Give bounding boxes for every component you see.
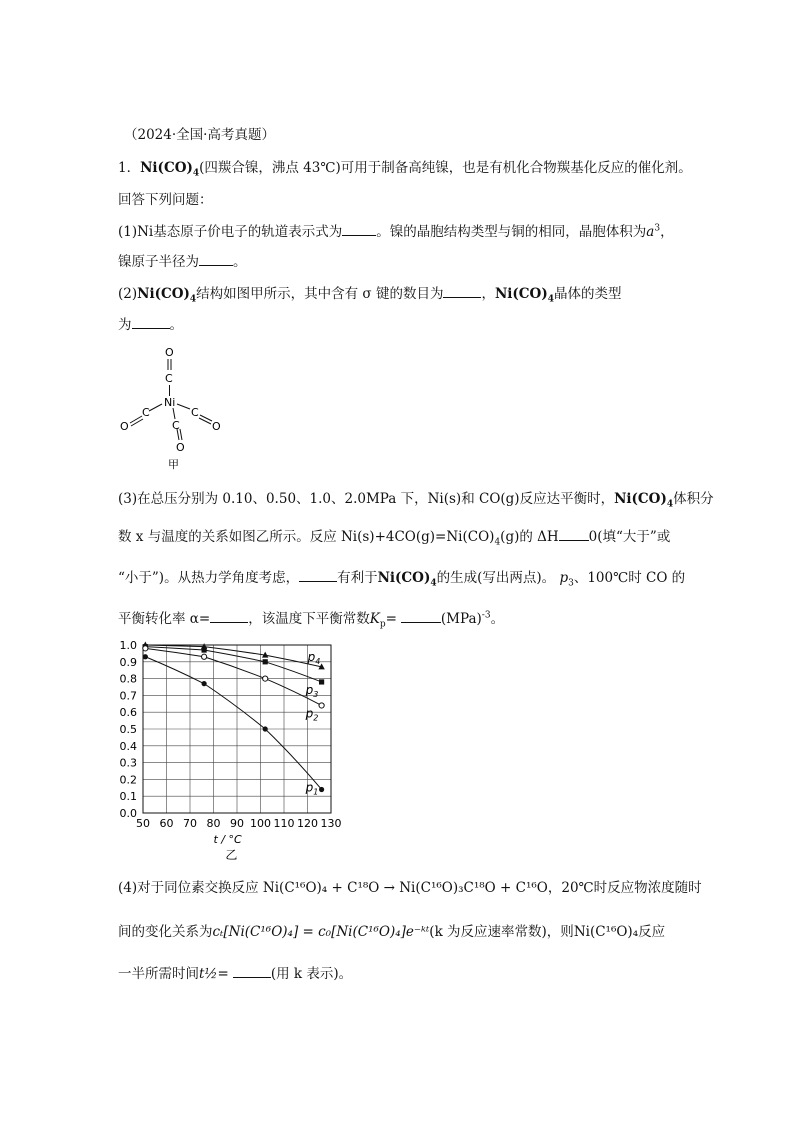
atom-o-bottom: O — [176, 441, 185, 454]
x-tick-label: 70 — [183, 817, 197, 830]
blank-kp[interactable] — [401, 611, 441, 623]
y-tick-label: 1.0 — [119, 639, 137, 652]
series-label-p2: $p_2$ — [305, 706, 319, 723]
blank-delta-h[interactable] — [559, 529, 589, 541]
atom-o-right: O — [212, 420, 221, 433]
structure-caption: 甲 — [168, 458, 179, 470]
intro-text: (四羰合镍，沸点 43℃)可用于制备高纯镍，也是有机化合物羰基化反应的催化剂。 — [199, 160, 692, 176]
x-tick-label: 100 — [250, 817, 271, 830]
part-4-line-3: 一半所需时间t½= (用 k 表示)。 — [118, 966, 353, 982]
x-tick-label: 110 — [273, 817, 295, 830]
x-tick-label: 50 — [136, 817, 150, 830]
x-tick-label: 60 — [159, 817, 174, 830]
series-label-p4: $p_4$ — [307, 649, 321, 666]
part-1-line-2: 镍原子半径为 。 — [118, 254, 247, 270]
part-4-line-1: (4)对于同位素交换反应 Ni(C¹⁶O)₄ + C¹⁸O → Ni(C¹⁶O)₃C¹⁸O + C¹⁶O，20℃时反应物浓度随时 — [118, 880, 702, 896]
part-4-line-2: 间的变化关系为cₜ[Ni(C¹⁶O)₄] = c₀[Ni(C¹⁶O)₄]e⁻ᵏᵗ(k 为反应速率常数)，则Ni(C¹⁶O)₄反应 — [118, 924, 666, 940]
atom-o-left: O — [120, 420, 129, 433]
part-2-line-2: 为 。 — [118, 317, 183, 333]
atom-ni: Ni — [164, 396, 176, 409]
marker-p3 — [202, 647, 207, 652]
y-tick-label: 0.6 — [119, 706, 137, 720]
t-half: t½ — [199, 966, 218, 982]
atom-c-top: C — [165, 372, 173, 385]
blank-alpha[interactable] — [210, 611, 248, 623]
atom-c-left: C — [142, 406, 150, 419]
marker-p2 — [143, 646, 148, 651]
y-tick-label: 0.3 — [119, 756, 137, 770]
x-tick-label: 120 — [297, 817, 318, 830]
isotope-equation: Ni(C¹⁶O)₄ + C¹⁸O → Ni(C¹⁶O)₃C¹⁸O + C¹⁶O — [262, 880, 548, 896]
question-prompt: 回答下列问题： — [118, 192, 213, 208]
y-tick-label: 0.2 — [119, 773, 137, 787]
blank-conditions[interactable] — [299, 570, 337, 582]
atom-c-right: C — [191, 406, 199, 419]
y-tick-label: 0.5 — [119, 723, 137, 736]
atom-o-top: O — [165, 346, 174, 359]
source-label: （2024·全国·高考真题） — [124, 127, 275, 143]
marker-p3 — [319, 679, 324, 684]
blank-half-life[interactable] — [233, 966, 271, 978]
blank-radius[interactable] — [199, 254, 233, 266]
part-3-line-1: (3)在总压分别为 0.10、0.50、1.0、2.0MPa 下，Ni(s)和 CO(g)反应达平衡时，$Ni(CO)_4$体积分 — [118, 491, 714, 510]
x-tick-label: 90 — [230, 817, 244, 830]
y-tick-label: 0.1 — [119, 790, 137, 804]
marker-p2 — [263, 676, 268, 681]
equilibrium-chart — [110, 636, 350, 866]
y-tick-label: 0.8 — [119, 672, 137, 686]
y-tick-label: 0.7 — [119, 689, 137, 703]
formula-ni-co4: $Ni(CO)_4$ — [140, 160, 200, 179]
marker-p3 — [263, 659, 268, 664]
x-tick-label: 130 — [320, 817, 342, 830]
blank-orbital[interactable] — [342, 224, 376, 236]
question-1-intro — [118, 156, 692, 179]
blank-sigma[interactable] — [443, 286, 481, 298]
x-axis-label: t / °C — [213, 833, 242, 846]
rate-equation: cₜ[Ni(C¹⁶O)₄] = c₀[Ni(C¹⁶O)₄]e⁻ᵏᵗ — [212, 924, 430, 940]
series-label-p3: $p_3$ — [305, 682, 319, 699]
y-tick-label: 0.0 — [119, 807, 137, 820]
blank-crystal-type[interactable] — [132, 317, 170, 329]
marker-p1 — [202, 681, 207, 686]
part-2-line-1: $(2)Ni(CO)_4$结构如图甲所示，其中含有 σ 键的数目为 ，$Ni(CO)_4$晶体的类型 — [118, 286, 622, 305]
marker-p1 — [143, 654, 148, 659]
atom-c-bottom: C — [172, 419, 180, 432]
x-tick-label: 80 — [206, 817, 221, 830]
part-3-line-4: 平衡转化率 α= ，该温度下平衡常数$K_p= (MPa)^{-3}$。 — [118, 610, 505, 630]
series-line-p1 — [145, 657, 321, 790]
y-tick-label: 0.9 — [119, 655, 137, 669]
marker-p1 — [319, 787, 324, 792]
chart-caption: 乙 — [225, 848, 238, 862]
series-label-p1: $p_1$ — [305, 780, 319, 797]
part-3-line-3: “小于”)。从热力学角度考虑， 有利于$Ni(CO)_4$的生成(写出两点)。 $p_3$、100℃时 CO 的 — [118, 570, 686, 589]
series-line-p2 — [145, 648, 321, 705]
structure-diagram — [112, 340, 232, 470]
part-1-line-1: (1)Ni基态原子价电子的轨道表示式为 。镍的晶胞结构类型与铜的相同，晶胞体积为$a^3$， — [118, 223, 674, 240]
y-tick-label: 0.4 — [119, 739, 137, 753]
part-3-line-2: 数 x 与温度的关系如图乙所示。反应 $Ni(s)+4CO(g)=Ni(CO)_4(g)$的 ΔH 0(填“大于”或 — [118, 529, 671, 548]
marker-p2 — [202, 654, 207, 659]
question-number: 1． — [118, 160, 141, 176]
marker-p2 — [319, 703, 324, 708]
marker-p1 — [263, 726, 268, 731]
